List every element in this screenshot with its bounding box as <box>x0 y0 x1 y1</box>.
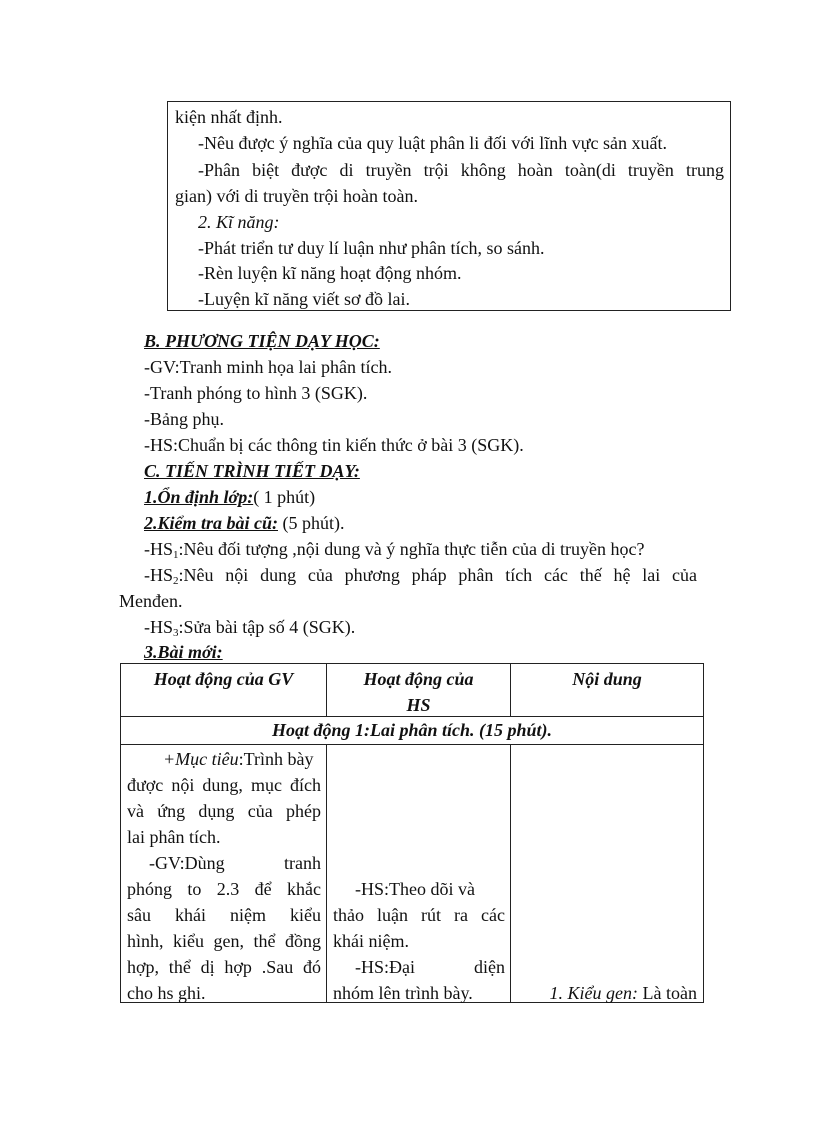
objective-line: -Nêu được ý nghĩa của quy luật phân li đối với lĩnh vực sản xuất. <box>198 133 667 153</box>
header-content: Nội dung <box>572 669 642 689</box>
step-3-label: 3.Bài mới: <box>144 642 223 662</box>
skills-subheading: 2. Kĩ năng: <box>198 212 280 232</box>
gv-objective-text: :Trình bày <box>238 749 314 769</box>
section-b-item: -Bảng phụ. <box>144 409 224 429</box>
step-1 <box>144 484 315 510</box>
q1-sub: 1 <box>173 549 179 561</box>
section-b-item: -GV:Tranh minh họa lai phân tích. <box>144 357 392 377</box>
header-hs-line2: HS <box>406 695 431 715</box>
q2-prefix: -HS <box>144 565 174 585</box>
q3-sub: 3 <box>173 627 179 639</box>
gv-line: hợp, thể dị hợp .Sau đó <box>127 957 321 977</box>
step-1-label: 1.Ổn định lớp: <box>144 487 254 507</box>
hs-line: thảo luận rút ra các <box>333 905 505 925</box>
gv-line: được nội dung, mục đích <box>127 775 321 795</box>
header-hs <box>327 666 510 718</box>
q3-prefix: -HS <box>144 617 174 637</box>
section-b-item: -HS:Chuẩn bị các thông tin kiến thức ở bài 3 (SGK). <box>144 435 524 455</box>
q3-text: :Sửa bài tập số 4 (SGK). <box>178 617 356 637</box>
content-term: 1. Kiểu gen: <box>549 983 639 1003</box>
hs-line: -HS:Theo dõi và <box>355 879 475 899</box>
step-2-text: (5 phút). <box>278 513 345 533</box>
activity-table <box>120 663 704 1003</box>
gv-objective-line <box>127 746 321 772</box>
step-1-text: ( 1 phút) <box>253 487 316 507</box>
hs-line: -HS:Đại diện <box>355 957 505 977</box>
q2-sub: 2 <box>173 575 179 587</box>
objective-line: -Luyện kĩ năng viết sơ đồ lai. <box>198 289 410 309</box>
gv-line: lai phân tích. <box>127 827 221 847</box>
hs-cell <box>333 876 505 1006</box>
objective-line: -Phát triển tư duy lí luận như phân tích, so sánh. <box>198 238 545 258</box>
table-divider <box>121 744 703 745</box>
gv-line: cho hs ghi. <box>127 983 206 1003</box>
header-gv: Hoạt động của GV <box>153 669 294 689</box>
q1-text: :Nêu đối tượng ,nội dung và ý nghĩa thực tiễn của di truyền học? <box>178 539 645 559</box>
step-2-label: 2.Kiểm tra bài cũ: <box>144 513 278 533</box>
q1-prefix: -HS <box>144 539 174 559</box>
content-text: Là toàn <box>638 983 697 1003</box>
q2-text: :Nêu nội dung của phương pháp phân tích các thế hệ lai của <box>178 565 697 585</box>
gv-cell <box>127 746 321 1006</box>
gv-line: -GV:Dùng tranh <box>149 853 321 873</box>
section-b-item: -Tranh phóng to hình 3 (SGK). <box>144 383 368 403</box>
content-cell <box>511 980 697 1006</box>
gv-objective-label: +Mục tiêu <box>163 749 239 769</box>
objective-line: kiện nhất định. <box>175 107 283 127</box>
review-question-2-cont: Menđen. <box>119 591 183 611</box>
objective-line: -Phân biệt được di truyền trội không hoàn toàn(di truyền trung <box>198 160 724 180</box>
gv-line: sâu khái niệm kiểu <box>127 905 321 925</box>
table-divider <box>326 744 327 1002</box>
review-question-2 <box>144 562 697 594</box>
section-b-heading: B. PHƯƠNG TIỆN DẠY HỌC: <box>144 331 380 351</box>
hs-line: khái niệm. <box>333 931 409 951</box>
gv-line: hình, kiểu gen, thể đồng <box>127 931 321 951</box>
header-hs-line1: Hoạt động của <box>363 669 474 689</box>
section-c-heading: C. TIẾN TRÌNH TIẾT DẠY: <box>144 461 360 481</box>
objective-line: gian) với di truyền trội hoàn toàn. <box>175 186 418 206</box>
objective-line: -Rèn luyện kĩ năng hoạt động nhóm. <box>198 263 462 283</box>
objectives-box <box>167 101 731 311</box>
gv-line: phóng to 2.3 để khắc <box>127 879 321 899</box>
gv-line: và ứng dụng của phép <box>127 801 321 821</box>
hs-line: nhóm lên trình bày. <box>333 983 473 1003</box>
step-2 <box>144 510 345 536</box>
activity-title: Hoạt động 1:Lai phân tích. (15 phút). <box>271 720 553 740</box>
table-divider <box>510 744 511 1002</box>
